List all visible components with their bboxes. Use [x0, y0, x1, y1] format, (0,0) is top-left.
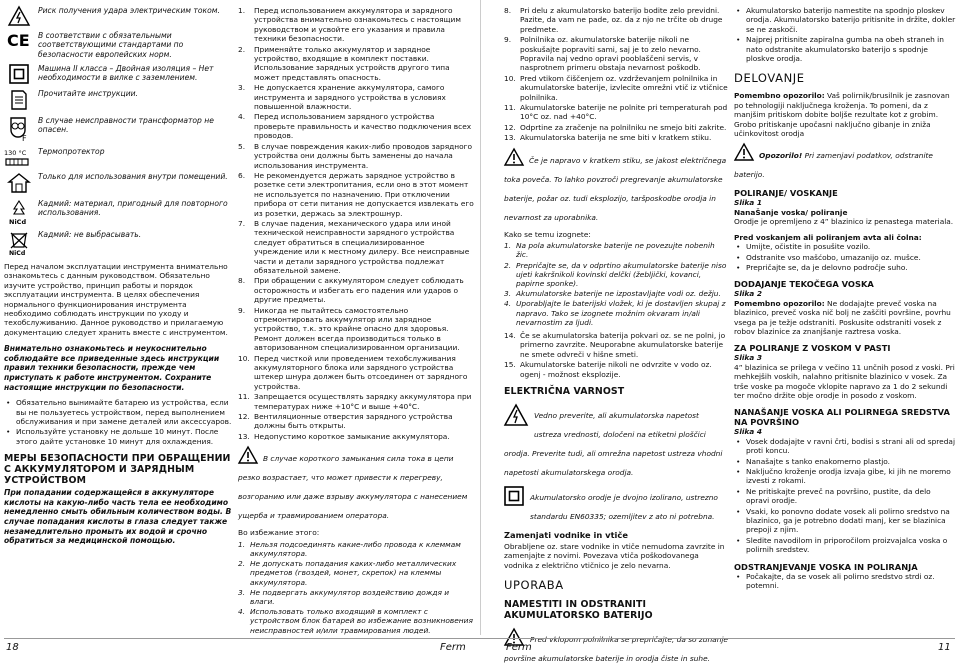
list-item [504, 360, 728, 379]
symbol-row [4, 89, 232, 111]
short-circuit-note [504, 148, 728, 224]
item-number: 5. [238, 141, 246, 151]
item-number: 4. [504, 299, 512, 309]
spread-list [734, 437, 956, 555]
item-text: Akumulatorske baterije nikoli ne odvrzite v vodo oz. ogenj - možnost eksplozije. [520, 360, 712, 379]
list-item [238, 392, 474, 411]
list-item [238, 306, 474, 353]
double-insulation-block [504, 485, 728, 523]
item-number: 8. [238, 276, 246, 286]
item-text: Prepričajte se, da v odprtino akumulatorske baterije niso ujeti kakršnikoli kovinski delčki (žebljički, kovanci, papirne sponke). [516, 260, 727, 288]
item-number: 2. [238, 44, 246, 54]
safety-warning: Внимательно ознакомьтесь и неукоснительно соблюдайте все приведенные здесь инструкции правил техники безопасности, прежде чем приступать к работе инструментом. Сохраните настоящие инструкции по безопасности. [4, 344, 220, 392]
warning-lead: Pomembno opozorilo: [734, 91, 825, 101]
wax-body: Ne dodajajte preveč voska na blazinico, preveč voska nič bolj ne zaščiti površine, povrhu vsega pa je težje odstraniti. Poskusite odstraniti vosek z robov blazinice za znanjšanje raztresa voska. [734, 298, 951, 336]
item-number: 1. [238, 539, 246, 549]
list-item [238, 219, 474, 275]
item-number: 2. [238, 559, 246, 569]
item-text: Akumulatorska baterija ne sme biti v kratkem stiku. [520, 133, 712, 143]
svg-text:F: F [22, 133, 27, 143]
read-manual-icon [9, 89, 29, 111]
page-number-right: 11 [938, 642, 951, 653]
symbol-row [4, 64, 232, 84]
list-item: • Vsaki, ko ponovno dodate vosek ali polirno sredstvo na blazinico, ga je potrebno dodati manj, ker se blazinica prepoji z njim. [734, 507, 956, 535]
brand-right: Ferm [506, 642, 532, 653]
item-number: 8. [504, 6, 512, 15]
symbol-row [4, 6, 232, 26]
item-text: Вентиляционные отверстия зарядного устройства должны быть открыты. [254, 412, 453, 431]
list-item [504, 74, 728, 102]
list-item [504, 289, 728, 298]
battery-install-heading: NAMESTITI IN ODSTRANITI AKUMULATORSKO BATERIJO [504, 599, 653, 622]
item-text: Pred vtikom čiščenjem oz. vzdrževanjem polnilnika in akumulatorske baterije, izvlecite omrežni vtič iz vtičnice polnilnika. [520, 73, 728, 102]
item-text: Не допускать попадания каких-либо металлических предметов (гвоздей, монет, скрепок) на клеммы аккумулятора. [250, 559, 457, 587]
list-item [238, 171, 474, 218]
acid-warning: При попадании содержащейся в аккумуляторе кислоты на какую-либо часть тела ее необходимо немедленно смыть обильным количеством воды. В случае попадания кислоты в глаза следует также незамедлительно промыть их водой и срочно обратиться за медицинской помощью. [4, 488, 232, 546]
warning-triangle-icon [734, 143, 754, 161]
electrical-safety-text: Vedno preverite, ali akumulatorska napetost ustreza vrednosti, določeni na etiketni ploščici orodja. Preverite tudi, ali omrežna napetost ustreza vhodni napetosti akumulatorskega orodja. [504, 410, 723, 477]
caution-body: Pri zamenjavi podatkov, odstranite baterijo. [734, 151, 933, 180]
symbol-text: Машина II класса – Двойная изоляция – Нет необходимости в вилке с заземлением. [38, 63, 214, 83]
item-text: В случае повреждения каких-либо проводов зарядного устройства они должны быть заменены до начала использования инструмента. [254, 141, 473, 170]
item-number: 9. [238, 305, 246, 315]
list-item [504, 123, 728, 132]
list-item: • Počakajte, da se vosek ali polirno sredstvo strdi oz. potemni. [734, 572, 956, 591]
svg-text:130 °C: 130 °C [4, 148, 27, 157]
battery-install-text: Pred vklopom polnilnika se prepričajte, da so zunanje površine akumulatorske baterije in orodja čiste in suhe. [504, 635, 728, 664]
safety-bullets [4, 398, 232, 446]
list-item [238, 6, 474, 44]
avoid-title: Kako se temu izognete: [504, 229, 591, 239]
avoid-list [504, 241, 728, 327]
list-item: • Umijte, očistite in posušite vozilo. [734, 242, 956, 251]
battery-install-block [504, 627, 728, 665]
symbol-text: В соответствии с обязательными соответствующими стандартами по безопасности европейских норм. [38, 31, 184, 59]
symbol-text: В случае неисправности трансформатор не опасен. [38, 115, 214, 135]
list-item: • Обязательно вынимайте батарею из устройства, если вы не пользуетесь устройством, перед выполнением обслуживания и при замене деталей или аксессуаров. [4, 398, 232, 426]
item-text: Не подвергать аккумулятор воздействию дождя и влаги. [250, 587, 450, 606]
list-item: • Najprej pritisnite zapiralna gumba na obeh straneh in nato odstranite akumulatorsko baterijo s spodnje ploskve orodja. [734, 35, 956, 63]
item-text: Не рекомендуется держать зарядное устройство в розетке сети электропитания, если оно в этот момент не используется по назначению. При отключении прибора от сети питания не допускается извлекать его из розетки, держась за электрошнур. [254, 170, 474, 218]
list-item [238, 607, 474, 635]
item-number: 15. [504, 360, 516, 370]
item-text: Akumulatorske baterije ne izpostavljajte vodi oz. dežju. [516, 289, 721, 299]
remove-list [734, 572, 956, 591]
item-text: В случае падения, механического удара или иной технической неисправности зарядного устройства следует обратиться в специализированное учреждение или к местному дилеру. Все неисправные части и детали зарядного устройства подлежат обязательной замене. [254, 218, 470, 275]
item-text: Перед использованием зарядного устройства проверьте правильность и качество подключения всех проводов. [254, 112, 472, 141]
indoor-only-icon [8, 172, 30, 194]
list-item: • Используйте установку не дольше 10 минут. После этого дайте установке 10 минут для охлаждения. [4, 427, 232, 446]
item-number: 4. [238, 607, 246, 617]
liquid-wax-heading: DODAJANJE TEKOČEGA VOSKA [734, 279, 874, 290]
list-item: • Odstranite vso mašćobo, umazanijo oz. mušce. [734, 253, 956, 262]
figure-ref: Slika 3 [734, 353, 763, 363]
paste-wax-text: 4” blazinica se prilega v večino 11 unčnih posod z voski. Pri mehkejših voskih, nalahno pritisnite blazinico v vosek. Za trše voske pa mogoče vklopite napravo za 1 do 2 sekundi ter močno držite obje orodje in posodo z voskom. [734, 362, 955, 400]
lightning-warning-icon [8, 6, 30, 26]
paste-wax-heading: ZA POLIRANJE Z VOSKOM V PASTI [734, 343, 891, 354]
item-text: Akumulatorske baterije ne polnite pri temperaturah pod 10°C oz. nad +40°C. [520, 103, 728, 122]
symbol-row [4, 31, 232, 59]
list-item: • Sledite navodilom in priporočilom proizvajalca voska o polirnih sredstev. [734, 536, 956, 555]
nicd-bin-icon [8, 230, 30, 256]
intro-paragraph: Перед началом эксплуатации инструмента внимательно ознакомьтесь с данным руководством. Обязательно изучите устройство, принцип работы и порядок эксплуатации инструмента. В целях обеспечения нормального функционирования инструмента необходимо соблюдать инструкции по уходу и техобслуживанию. Данное руководство и прилагаемую документацию следует хранить вместе с инструментом. [4, 261, 228, 337]
avoid-list [238, 540, 474, 635]
battery-rules-list [504, 6, 728, 143]
symbol-row [4, 230, 232, 256]
item-number: 1. [238, 6, 246, 15]
item-text: Запрещается осуществлять зарядку аккумулятора при температурах ниже +10°C и выше +40°C. [254, 392, 472, 411]
before-heading: Pred voskanjem ali poliranjem avta ali čolna: [734, 232, 922, 242]
list-item [238, 412, 474, 431]
list-item [504, 331, 728, 359]
ce-mark-icon [7, 31, 31, 49]
item-number: 3. [238, 587, 246, 597]
figure-ref: Slika 1 [734, 198, 763, 208]
electrical-safety-heading: ELEKTRIČNA VARNOST [504, 385, 625, 397]
item-number: 14. [504, 330, 516, 340]
operation-heading: DELOVANJE [734, 71, 805, 86]
list-item [504, 133, 728, 142]
list-item [504, 103, 728, 122]
footer-rule [4, 638, 955, 639]
double-insulation-icon [504, 486, 524, 506]
column-4 [734, 6, 956, 636]
item-number: 3. [238, 83, 246, 93]
list-item [238, 540, 474, 558]
double-insulation-text: Akumulatorsko orodje je dvojno izolirano, ustrezno standardu EN60335; ozemljitev z ato ni potrebna. [530, 492, 718, 521]
short-circuit-text: В случае короткого замыкания сила тока в цепи резко возрастает, что может привести к перегреву, возгоранию или даже взрыву аккумулятора с нанесением ущерба и травмированием оператора. [238, 454, 468, 521]
item-number: 13. [504, 133, 516, 143]
item-number: 12. [504, 122, 516, 132]
short-circuit-note [238, 446, 474, 522]
item-number: 6. [238, 170, 246, 180]
remove-wax-heading: ODSTRANJEVANJE VOSKA IN POLIRANJA [734, 561, 918, 572]
list-item: • Akumulatorsko baterijo namestite na spodnjo ploskev orodja. Akumulatorsko baterijo pritisnite in držite, dokler se ne zaskoči. [734, 6, 956, 34]
lightning-warning-icon [504, 404, 528, 426]
list-item: • Nanašajte s tanko enakomerno plastjo. [734, 457, 956, 466]
caution-lead: Opozorilo! [759, 151, 803, 161]
symbol-text: Только для использования внутри помещений. [38, 171, 228, 181]
symbol-row [4, 172, 232, 194]
nicd-recycle-icon [7, 199, 31, 225]
list-item [238, 45, 474, 83]
short-circuit-text: Če je napravo v kratkem stiku, se jakost električnega toka poveča. To lahko povzroči pregrevanje akumulatorske baterije, požar oz. tudi eksplozijo, taršposkodbe orodja in nevarnost za uporabnika. [504, 155, 727, 222]
item-number: 1. [504, 241, 512, 251]
warning-triangle-icon [504, 148, 524, 166]
item-text: Никогда не пытайтесь самостоятельно отремонтировать аккумулятор или зарядное устройство, т.к. это крайне опасно для здоровья. Ремонт должен всегда производиться только в авторизованном специализированном организации. [254, 305, 460, 353]
polishing-text: Orodje je opremljeno z 4” blazinico iz penastega materiala. [734, 217, 954, 227]
item-number: 13. [238, 431, 250, 441]
item-text: Перед чисткой или проведением техобслуживания аккумуляторного блока или зарядного устройства штекер шнура должен быть отсоединен от зарядного устройства. [254, 353, 468, 391]
item-text: Odprtine za zračenje na polnilniku ne smejo biti zakrite. [520, 122, 727, 132]
list-item [238, 112, 474, 140]
item-number: 3. [504, 289, 512, 299]
item-number: 10. [238, 353, 250, 363]
column-2 [238, 6, 474, 636]
item-number: 9. [504, 35, 512, 45]
item-text: При обращении с аккумулятором следует соблюдать осторожность и избегать его падения или ударов о другие предметы. [254, 276, 464, 305]
polishing-heading: POLIRANJE/ VOSKANJE [734, 188, 838, 199]
item-text: Polnilnika oz. akumulatorske baterije nikoli ne poskušajte popraviti sami, saj je to zelo nevarno. Popravila naj vedno opravi pooblaščeni servis, v nasprotnem primeru obstaja nevarnost poškodb. [520, 35, 701, 73]
item-text: Нельзя подсоединять какие-либо провода к клеммам аккумулятора. [250, 539, 461, 558]
list-item [238, 432, 474, 441]
symbol-text: Риск получения удара электрическим током. [38, 6, 220, 15]
item-number: 4. [238, 112, 246, 122]
battery-rules-list [238, 6, 474, 441]
list-item [504, 6, 728, 34]
battery-install-bullets [734, 6, 956, 63]
item-text: Не допускается хранение аккумулятора, самого инструмента и зарядного устройства в условиях повышенной влажности. [254, 83, 446, 112]
page-number-left: 18 [6, 642, 19, 653]
list-item [504, 241, 728, 259]
polishing-subheading: NanaŠanje voska/ poliranje [734, 207, 848, 217]
item-number: 10. [504, 73, 516, 83]
symbol-row [4, 116, 232, 142]
list-item: • Naključno kroženje orodja izvaja gibe, ki jih ne moremo izvesti z rokami. [734, 467, 956, 486]
list-item [238, 588, 474, 606]
brand-left: Ferm [440, 642, 466, 653]
svg-text:CE: CE [7, 31, 30, 50]
figure-ref: Slika 4 [734, 427, 763, 437]
item-text: Če se akumulatorska baterija pokvari oz. se ne polni, jo primerno zavrzite. Neuporabne akumulatorske baterije ne smete odvreči v hišne smeti. [520, 330, 726, 359]
list-item [238, 354, 474, 392]
list-item [504, 299, 728, 327]
electrical-safety-block [504, 403, 728, 479]
item-text: Применяйте только аккумулятор и зарядное устройство, входящие в комплект поставки. Использование зарядных устройств другого типа может представлять опасность. [254, 44, 450, 82]
battery-safety-heading: МЕРЫ БЕЗОПАСНОСТИ ПРИ ОБРАЩЕНИИ С АККУМУЛЯТОРОМ И ЗАРЯДНЫМ УСТРОЙСТВОМ [4, 453, 231, 487]
cord-replace-text: Obrabljene oz. stare vodnike in vtiče nemudoma zavrzite in zamenjajte z novimi. Povezava vtiča poškodovanega vodnika z električno vtičnico je zelo nevarna. [504, 541, 725, 570]
svg-text:NiCd: NiCd [9, 217, 27, 226]
item-text: Uporabljajte le baterijski vložek, ki je dostavljen skupaj z napravo. Tako se izognete možnim okvaram in/ali nevarnostim za ljudi. [516, 299, 726, 327]
wax-lead: Pomembno opozorilo: [734, 298, 825, 308]
item-number: 11. [238, 392, 250, 402]
item-text: Na pola akumulatorske baterije ne povezujte nobenih žic. [516, 241, 715, 260]
operation-warning [734, 91, 956, 138]
item-text: Использовать только входящий в комплект с устройством блок батарей во избежание возникновения неисправностей и/или травмирования людей. [250, 607, 473, 635]
before-list [734, 242, 956, 272]
page-gutter [480, 0, 481, 635]
symbol-text: Прочитайте инструкции. [38, 88, 138, 98]
avoid-title: Во избежание этого: [238, 528, 320, 538]
figure-ref: Slika 2 [734, 289, 763, 299]
list-item [238, 83, 474, 111]
cord-replace-heading: Zamenjati vodnike in vtiče [504, 529, 628, 540]
list-item [238, 276, 474, 304]
item-text: Недопустимо короткое замыкание аккумулятора. [254, 431, 450, 441]
disposal-list [504, 331, 728, 379]
item-number: 7. [238, 218, 246, 228]
symbol-text: Кадмий: не выбрасывать. [38, 229, 142, 239]
warning-triangle-icon [238, 446, 258, 464]
item-number: 12. [238, 412, 250, 422]
column-1 [4, 6, 232, 636]
caution-note [734, 143, 956, 181]
spread-wax-heading: NANAŠANJE VOSKA ALI POLIRNEGA SREDSTVA NA POVRŠINO [734, 407, 950, 428]
thermal-cutout-icon [4, 147, 34, 167]
list-item [238, 559, 474, 587]
list-item: • Prepričajte se, da je delovno področje suho. [734, 263, 956, 272]
svg-text:NiCd: NiCd [9, 249, 26, 257]
usage-heading: UPORABA [504, 578, 564, 593]
list-item [504, 35, 728, 73]
liquid-wax-text [734, 299, 956, 337]
list-item [238, 142, 474, 170]
item-number: 2. [504, 260, 512, 270]
list-item [504, 261, 728, 289]
symbol-text: Термопротектор [38, 146, 105, 156]
warning-text: Vaš polirnik/brusilnik je zasnovan po tehnologiji naključnega kroženja. To pomeni, da z manjšim pritiskom dobite boljše rezultate kot z grobim. Grobo pritiskanje upočasni naključno gibanje in zniža učinkovitost orodja [734, 91, 950, 139]
item-number: 11. [504, 103, 516, 113]
list-item: • Ne pritiskajte preveč na površino, pustite, da delo opravi orodje. [734, 487, 956, 506]
symbol-text: Кадмий: материал, пригодный для повторного использования. [38, 198, 228, 218]
item-text: Pri delu z akumulatorsko baterijo bodite zelo previdni. Pazite, da vam ne pade, oz. da z njo ne trčite ob druge predmete. [520, 6, 723, 34]
transformer-fuse-icon [7, 116, 31, 142]
double-insulation-icon [9, 64, 29, 84]
item-text: Перед использованием аккумулятора и зарядного устройства внимательно ознакомьтесь с настоящим руководством и усвойте его указания и правила техники безопасности. [254, 6, 461, 44]
list-item: • Vosek dodajajte v ravni črti, bodisi s strani ali od spredaj proti koncu. [734, 437, 956, 456]
symbol-row [4, 199, 232, 225]
symbol-row [4, 147, 232, 167]
caution-text [734, 151, 933, 179]
